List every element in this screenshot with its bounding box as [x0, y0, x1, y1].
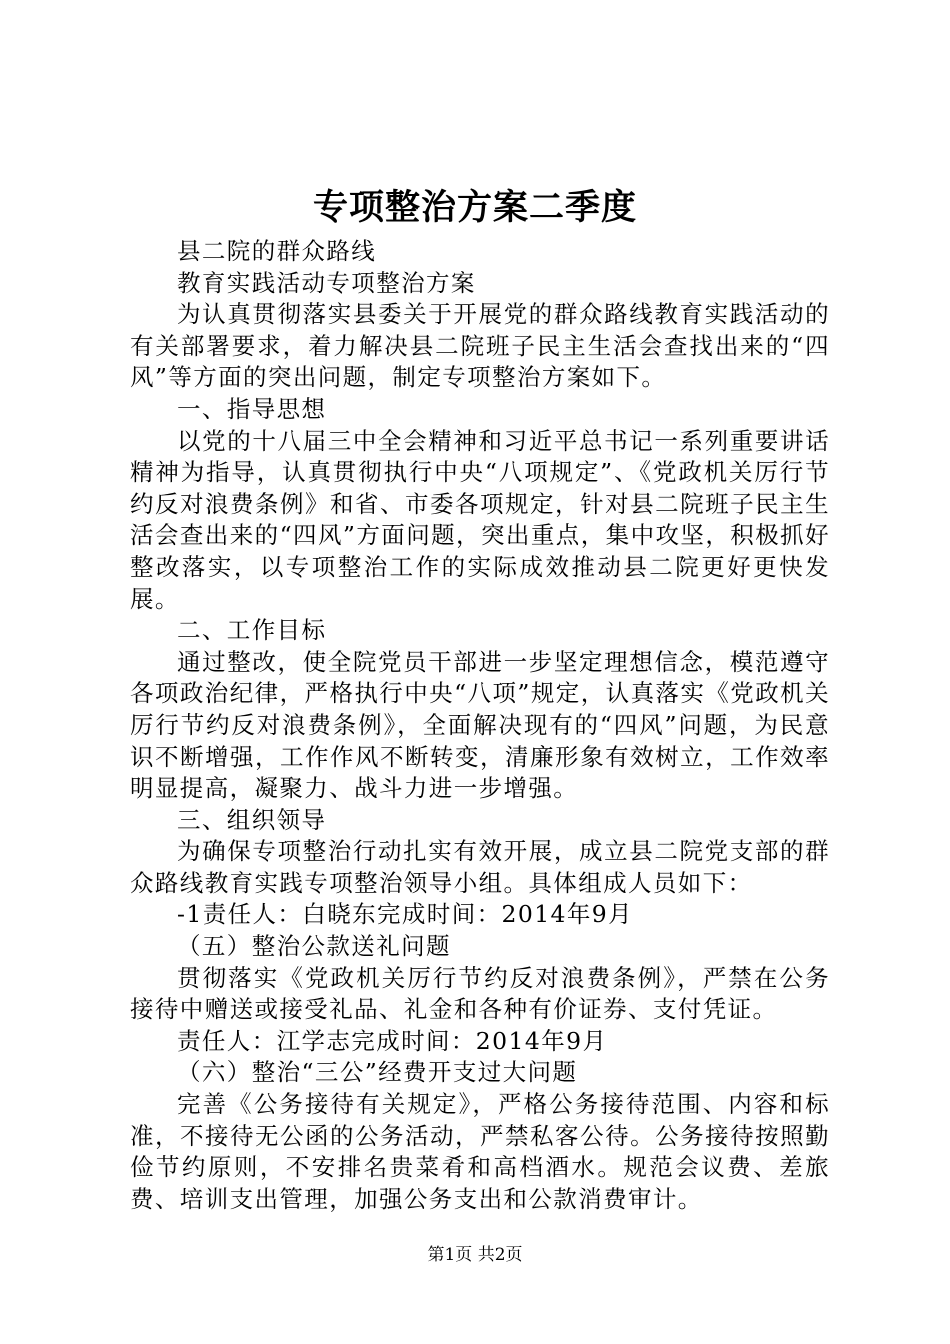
responsibility-line-2: 责任人：江学志完成时间：2014年9月 — [177, 1026, 608, 1055]
paragraph-unit: 县二院的群众路线 — [177, 237, 377, 265]
paragraph-intro: 为认真贯彻落实县委关于开展党的群众路线教育实践活动的有关部署要求，着力解决县二院班子民主生活会查找出来的“四风”等方面的突出问题，制定专项整治方案如下。 — [130, 300, 830, 392]
paragraph-gifts: 贯彻落实《党政机关厉行节约反对浪费条例》，严禁在公务接待中赠送或接受礼品、礼金和各种有价证券、支付凭证。 — [130, 963, 830, 1024]
document-body — [130, 236, 830, 1215]
paragraph-subtitle: 教育实践活动专项整治方案 — [177, 268, 476, 297]
item-heading-expenses: （六）整治“三公”经费开支过大问题 — [177, 1058, 578, 1087]
paragraph-expenses: 完善《公务接待有关规定》，严格公务接待范围、内容和标准，不接待无公函的公务活动，严禁私客公待。公务接待按照勤俭节约原则，不安排名贵菜肴和高档酒水。规范会议费、差旅费、培训支出管理，加强公务支出和公款消费审计。 — [130, 1090, 830, 1213]
section-heading-guiding-thought: 一、指导思想 — [177, 394, 327, 423]
paragraph-leadership: 为确保专项整治行动扎实有效开展，成立县二院党支部的群众路线教育实践专项整治领导小组。具体组成人员如下： — [130, 837, 830, 897]
page-title: 专项整治方案二季度 — [312, 187, 637, 228]
item-heading-gifts: （五）整治公款送礼问题 — [177, 932, 451, 961]
responsibility-line-1: -1责任人：白晓东完成时间：2014年9月 — [177, 900, 634, 929]
page-footer: 第1页 共2页 — [427, 1245, 523, 1265]
paragraph-work-goals: 通过整改，使全院党员干部进一步坚定理想信念，模范遵守各项政治纪律，严格执行中央“八项”规定，认真落实《党政机关厉行节约反对浪费条例》，全面解决现有的“四风”问题，为民意识不断增强，工作作风不断转变，清廉形象有效树立，工作效率明显提高，凝聚力、战斗力进一步增强。 — [130, 647, 830, 803]
section-heading-work-goals: 二、工作目标 — [177, 616, 327, 645]
paragraph-guiding-thought: 以党的十八届三中全会精神和习近平总书记一系列重要讲话精神为指导，认真贯彻执行中央“八项规定”、《党政机关厉行节约反对浪费条例》和省、市委各项规定，针对县二院班子民主生活会查出来的“四风”方面问题，突出重点，集中攻坚，积极抓好整改落实，以专项整治工作的实际成效推动县二院更好更快发展。 — [130, 426, 830, 613]
section-heading-leadership: 三、组织领导 — [177, 805, 327, 834]
